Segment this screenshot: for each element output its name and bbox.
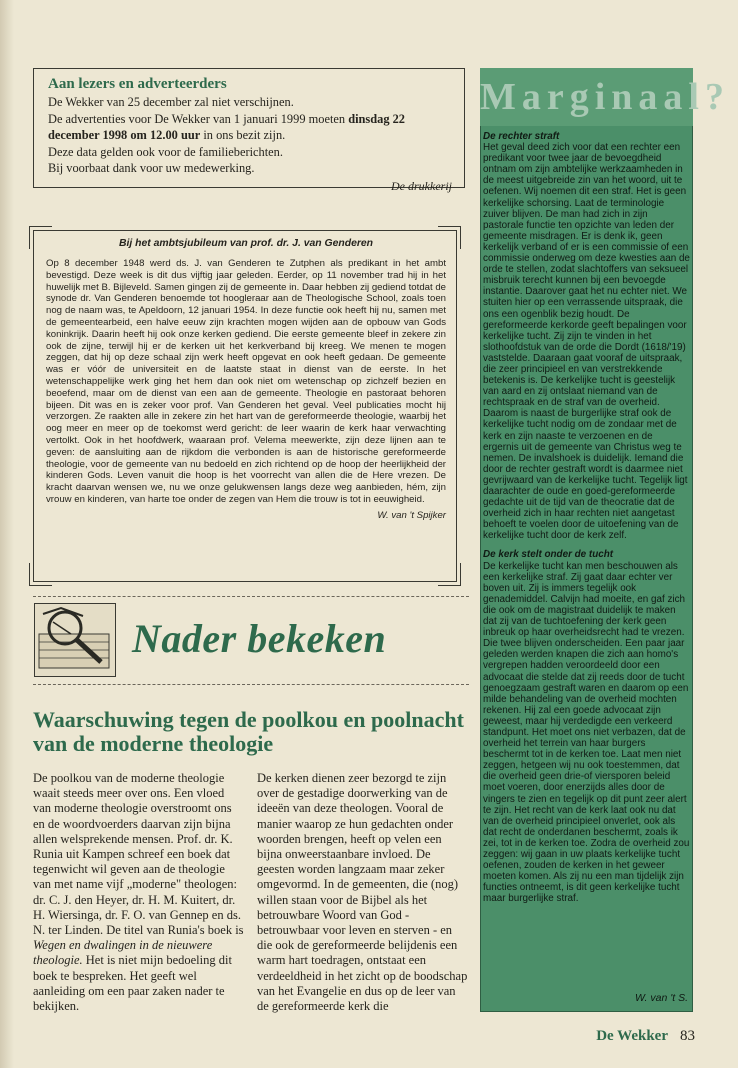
magnifier-logo-icon — [34, 603, 116, 677]
article-paragraph: De kerken dienen zeer bezorgd te zijn over de gestadige doorwerking van de ideeën van deze theologen. Vooral de manier waarop ze hun gedachten onder woorden brengen, heeft op velen een bijna onweerstaanbare invloed. De geesten worden langzaam maar zeker omgevormd. In de gemeenten, die (nog) willen staan voor de Bijbel als het betrouwbare Woord van God - betrouwbaar voor leven en sterven - en die ook de gereformeerde belijdenis een warm hart toedragen, ontstaat een verdeeldheid in het zicht op de boodschap van het Evangelie en dus op de leer van de gereformeerde kerk die — [257, 771, 468, 1014]
article-text: De poolkou van de moderne theologie waait steeds meer over ons. Een vloed van moderne theologie overstroomt ons en de woordvoerders daarvan zijn bijna allen welsprekende mensen. Prof. dr. K. Runia uit Kampen schreef een boek dat tegenwicht wil geven aan de theologie van met name vijf „moderne" theologen: dr. C. J. den Heyer, dr. H. M. Kuitert, dr. H. Wiersinga, dr. F. O. van Gennep en ds. N. ter Linden. De titel van Runia's boek is — [33, 771, 244, 938]
marginaal-title: Marginaal? — [480, 68, 693, 126]
notice-deadline: dinsdag 22 december 1998 om 12.00 uur — [48, 111, 406, 143]
notice-title: Aan lezers en adverteerders — [48, 76, 227, 92]
frame-corner — [29, 563, 52, 586]
page-number: 83 — [680, 1028, 695, 1044]
frame-corner — [438, 563, 461, 586]
marginaal-signature: W. van 't S. — [635, 992, 688, 1004]
frame-corner — [29, 226, 52, 249]
jubileum-body: Op 8 december 1948 werd ds. J. van Genderen te Zutphen als predikant in het ambt bevestigd. Deze week is dit dus vijftig jaar geleden. Eerder, op 11 november trad hij in het huwelijk met B. Bijleveld. Samen gingen zij de gemeente in. Daar hebben zij gediend totdat de synode dr. Van Genderen benoemde tot hoogleraar aan de Theologische School, zoals toen nog de naam was, te Apeldoorn, 12 januari 1954. In deze functie ook heeft hij nu, samen met de gemeentearbeid, een halve eeuw zijn krachten mogen wijden aan de opbouw van Gods koninkrijk. Daarin heeft hij ook onze kerken gediend. Die eerste gemeente bleef in zekere zin ook de zijne, terwijl hij er de kerken uit het kerkverband bij kreeg. We menen te mogen zeggen, dat hij op deze schaal zijn werk heeft opgevat en ook heeft gedaan. De gemeente was er vóór de universiteit en de laatste staat in dienst van de eerste. In het wetenschappelijke werk ging het hem dan ook niet om wetenschap op zichzelf bezien en beoefend, maar om de dienst van een aan de gemeente. Theologie en pastoraat behoren bijeen. Dit was en is zeker voor prof. Van Genderen het geval. Veel publicaties mocht hij verzorgen. Ze raakten alle in zekere zin het hart van de gereformeerde theologie, waarbij het oog meer en meer op de toekomst werd gericht: de leer waarin de kerk haar verwachting vertolkt. Ook in het hoofdwerk, waaraan prof. Velema meewerkte, zijn deze lijnen aan te geven: de aansluiting aan de rijkdom die verbonden is aan de historische gereformeerde theologie, voor de gemeente van nu bedoeld en zich richtend op de hoop der heerlijkheid der kinderen Gods. Leven vanuit die hoop is het voorrecht van allen die de Here vrezen. De kracht daarvan wensen we, nu we onze gelukwensen langs deze weg aanbieden, hém, zijn vrouw en kinderen, van harte toe onder de zegen van Hem die trouw is tot in eeuwigheid. — [46, 258, 446, 505]
notice-box — [33, 68, 465, 193]
article-paragraph — [33, 771, 245, 1014]
page-footer — [560, 1028, 695, 1045]
page-edge — [0, 0, 14, 1068]
marginaal-paragraph: Het geval deed zich voor dat een rechter een predikant voor twee jaar de bevoegdheid ontnam om zijn ambtelijke werkzaamheden in de meest uitgebreide zin van het woord, uit te oefenen. Wij noemen dit een straf. Het is geen kerkelijke schorsing. Laat de terminologie zuiver blijven. De man had zich in zijn pastorale functie ten opzichte van leden der gemeente misdragen. Er is denk ik, geen kerkelijk verband of er is een commissie of een commissie onderweg om deze kwesties aan de orde te stellen, zodat slachtoffers van seksueel misbruik terecht kunnen bij een bevoegde instantie. Daarover gaat het nu echter niet. We stuiten hier op een verrassende uitspraak, die ons een ogenblik bezig houdt. De gereformeerde kerkorde geeft bepalingen voor kerkelijke tucht. Zij zijn te vinden in het slothoofdstuk van de orde die Dordt (1618/'19) vaststelde. Daaraan gaat vooraf de uitspraak, die zeer principieel en van verstrekkende betekenis is. De kerkelijke tucht is geestelijk van aard en zij ontslaat niemand van de rechtspraak en de straf van de overheid. Daarom is naast de burgerlijke straf ook de kerkelijke tucht nodig om de zondaar met de kerk en zijn naaste te verzoenen en de ergernis uit de gemeente van Christus weg te nemen. De invalshoek is duidelijk. Iemand die door de rechter gestraft wordt is daarmee niet gevrijwaard van de kerkelijke tucht. Tegelijk ligt daarachter de oude en goed-gereformeerde gedachte uit de tijd van de theocratie dat de overheid zich in haar rechten niet aangetast behoeft te voelen door de uitoefening van de kerkelijke tucht door de kerk zelf. — [483, 142, 690, 542]
footer-brand: De Wekker — [596, 1028, 668, 1044]
article-title: Waarschuwing tegen de poolkou en poolnacht van de moderne theologie — [33, 707, 464, 756]
marginaal-subheading: De rechter straft — [483, 131, 560, 142]
notice-line: De Wekker van 25 december zal niet verschijnen. — [48, 95, 294, 109]
marginaal-subheading: De kerk stelt onder de tucht — [483, 549, 614, 561]
frame-corner — [438, 226, 461, 249]
article-column-2 — [257, 771, 469, 1014]
jubileum-box — [33, 230, 457, 582]
notice-line-text: in ons bezit zijn. — [200, 128, 286, 143]
notice-line: Bij voorbaat dank voor uw medewerking. — [48, 161, 255, 176]
marginaal-text — [483, 131, 691, 912]
article-column-1 — [33, 771, 245, 1014]
jubileum-heading: Bij het ambtsjubileum van prof. dr. J. van Genderen — [118, 238, 374, 249]
notice-signature: De drukkerij — [391, 178, 452, 193]
marginaal-paragraph: De kerkelijke tucht kan men beschouwen als een kerkelijke straf. Zij gaat daar echter ver boven uit. Zij is immers tegelijk ook genademiddel. Calvijn had moeite, en gaf zich die ook om de magistraat duidelijk te maken dat zij van de tuchtoefening der kerk geen inbreuk op haar overheidsrecht had te vrezen. Die twee blijven onderscheiden. Een paar jaar geleden werden knapen die zich aan homo's vergrepen hadden veroordeeld door een advocaat die stelde dat zij reeds door de tucht genoegzaam gestraft waren en daarom op een milde behandeling van de overheid mochten rekenen. Hij zal een goede advocaat zijn geweest, maar hij verdedigde een verkeerd standpunt. Het moet ons niet verbazen, dat de overheid het terrein van haar burgers beschermt tot in de kerken toe. Laat men niet zeggen, hetgeen wij nu ook toestemmen, dat die overheid geen drie-of viersporen beleid moet voeren, door enerzijds alles door de vingers te zien en tegelijk op dit punt zeer alert te zijn. Het recht van de kerk laat ook nu dat van de overheid principieel onverlet, ook als dat recht de onderdanen beschermt, zoals ik zei, tot in de kerken toe. Zodra de overheid zou zeggen: wij gaan in uw plaats kerkelijke tucht oefenen, zouden de kerken in het geweer moeten komen. Als zij nu een man tijdelijk zijn functies ontneemt, is dit geen kerkelijke tucht maar burgerlijke straf. — [483, 560, 690, 905]
notice-line: Deze data gelden ook voor de familieberichten. — [48, 144, 283, 159]
jubileum-signature: W. van 't Spijker — [377, 509, 446, 521]
divider — [33, 596, 469, 597]
notice-deadline-line — [48, 111, 452, 144]
notice-line-text: De advertenties voor De Wekker van 1 januari 1999 moeten — [48, 111, 349, 126]
article-text: Het is niet mijn bedoeling dit boek te bespreken. Het geeft wel aanleiding om een paar zaken nader te bekijken. — [33, 953, 232, 1014]
section-banner-title: Nader bekeken — [132, 616, 387, 661]
divider — [33, 684, 469, 685]
book-title: Wegen en dwalingen in de nieuwere theologie. — [33, 938, 213, 968]
